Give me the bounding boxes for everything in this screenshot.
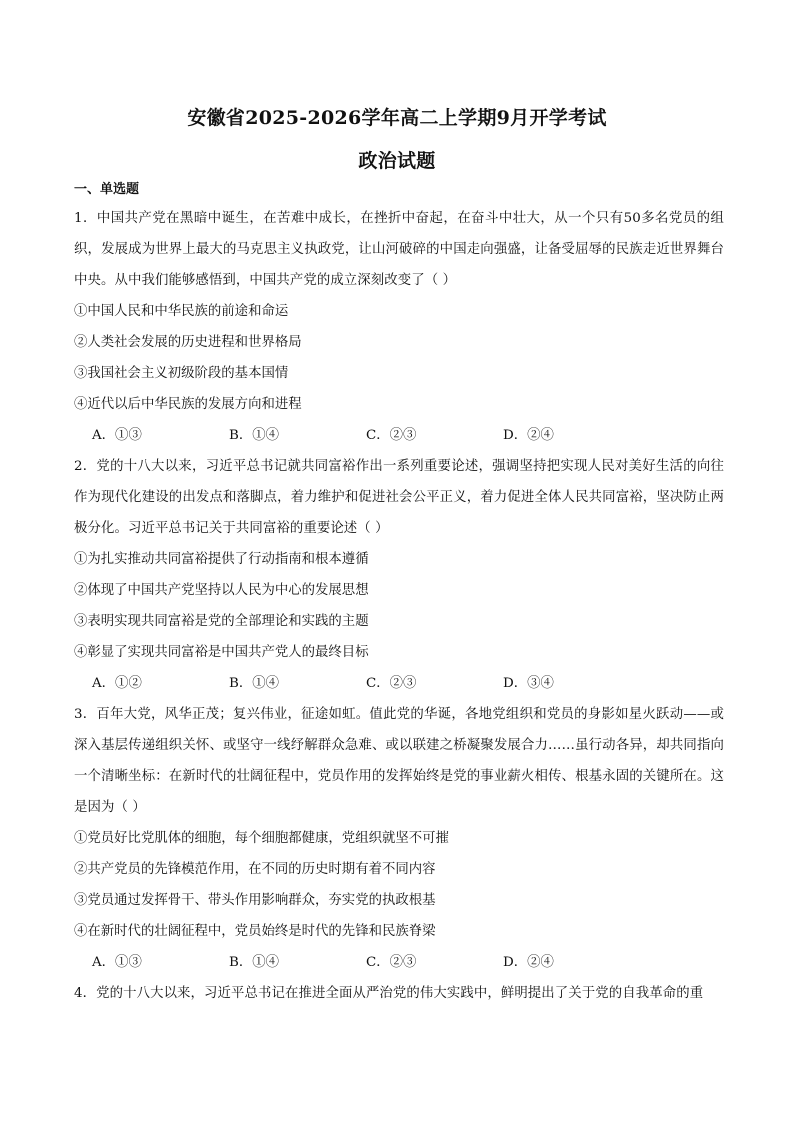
exam-subtitle: 政治试题 (358, 150, 436, 172)
option-item: ①党员好比党肌体的细胞，每个细胞都健康，党组织就坚不可摧 (74, 831, 449, 846)
answer-choices (74, 947, 724, 978)
option-item: ④近代以后中华民族的发展方向和进程 (74, 397, 302, 412)
choice-a: A．①③ (92, 428, 142, 443)
exam-title: 安徽省2025-2026学年高二上学期9月开学考试 (187, 107, 607, 129)
question-2 (74, 451, 724, 699)
question-4 (74, 978, 724, 1009)
question-stem: 1．中国共产党在黑暗中诞生，在苦难中成长，在挫折中奋起，在奋斗中壮大，从一个只有50多名党员的组织，发展成为世界上最大的马克思主义执政党，让山河破碎的中国走向强盛，让备受屈辱的民族走近世界舞台中央。从中我们能够感悟到，中国共产党的成立深刻改变了（ ） (74, 211, 724, 288)
option-item: ②体现了中国共产党坚持以人民为中心的发展思想 (74, 583, 369, 598)
option-item: ②人类社会发展的历史进程和世界格局 (74, 335, 302, 350)
option-item: ④在新时代的壮阔征程中，党员始终是时代的先锋和民族脊梁 (74, 924, 436, 939)
choice-a: A．①③ (92, 955, 142, 970)
choice-b: B．①④ (229, 676, 280, 691)
choice-c: C．②③ (366, 955, 417, 970)
option-item: ③表明实现共同富裕是党的全部理论和实践的主题 (74, 614, 369, 629)
option-item: ①为扎实推动共同富裕提供了行动指南和根本遵循 (74, 552, 369, 567)
choice-d: D．②④ (503, 955, 554, 970)
section-heading: 一、单选题 (74, 182, 140, 197)
option-item: ①中国人民和中华民族的前途和命运 (74, 304, 289, 319)
option-item: ③党员通过发挥骨干、带头作用影响群众，夯实党的执政根基 (74, 893, 436, 908)
choice-a: A．①② (92, 676, 142, 691)
option-item: ③我国社会主义初级阶段的基本国情 (74, 366, 289, 381)
option-item: ②共产党员的先锋模范作用，在不同的历史时期有着不同内容 (74, 862, 436, 877)
answer-choices (74, 668, 724, 699)
question-stem: 4．党的十八大以来，习近平总书记在推进全面从严治党的伟大实践中，鲜明提出了关于党的自我革命的重 (74, 986, 704, 1001)
answer-choices (74, 420, 724, 451)
question-3 (74, 699, 724, 978)
choice-d: D．②④ (503, 428, 554, 443)
choice-c: C．②③ (366, 428, 417, 443)
question-stem: 3．百年大党，风华正茂；复兴伟业，征途如虹。值此党的华诞，各地党组织和党员的身影如星火跃动——或深入基层传递组织关怀、或坚守一线纾解群众急难、或以联建之桥凝聚发展合力……虽行动各异，却共同指向一个清晰坐标：在新时代的壮阔征程中，党员作用的发挥始终是党的事业薪火相传、根基永固的关键所在。这是因为（ ） (74, 707, 724, 815)
question-stem: 2．党的十八大以来，习近平总书记就共同富裕作出一系列重要论述，强调坚持把实现人民对美好生活的向往作为现代化建设的出发点和落脚点，着力维护和促进社会公平正义，着力促进全体人民共同富裕，坚决防止两极分化。习近平总书记关于共同富裕的重要论述（ ） (74, 459, 724, 536)
option-item: ④彰显了实现共同富裕是中国共产党人的最终目标 (74, 645, 369, 660)
question-list (74, 203, 724, 1009)
choice-b: B．①④ (229, 955, 280, 970)
choice-d: D．③④ (503, 676, 554, 691)
question-1 (74, 203, 724, 451)
choice-b: B．①④ (229, 428, 280, 443)
choice-c: C．②③ (366, 676, 417, 691)
